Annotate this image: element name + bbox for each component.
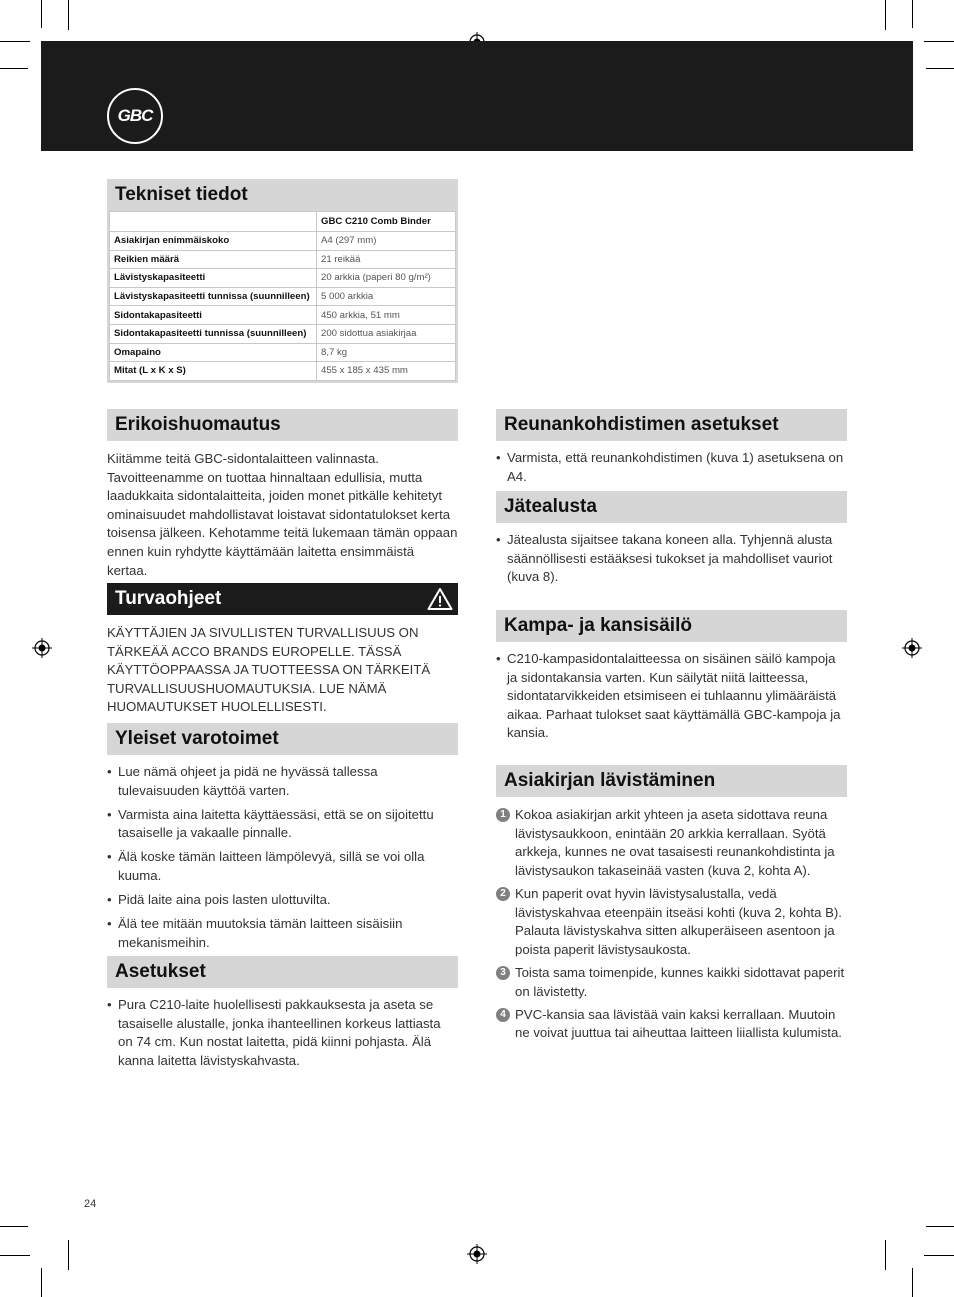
list-item: • Älä koske tämän laitteen lämpölevyä, sillä se voi olla kuuma. [107, 848, 458, 885]
crop-mark [924, 1255, 954, 1256]
list-item: • Jätealusta sijaitsee takana koneen alla. Tyhjennä alusta säännöllisesti estääksesi tukokset ja mahdolliset vauriot (kuva 8). [496, 531, 847, 587]
step-number-badge: 2 [496, 887, 510, 901]
crop-mark [0, 68, 28, 69]
specs-section [107, 179, 458, 383]
kampa-list [496, 650, 847, 743]
yleiset-list [107, 763, 458, 952]
reunankohdistin-title: Reunankohdistimen asetukset [496, 409, 847, 441]
asetukset-section [107, 956, 458, 1076]
specs-column-header: GBC C210 Comb Binder [317, 212, 456, 232]
reunankohdistin-list [496, 449, 847, 486]
crop-mark [41, 1268, 42, 1297]
spec-value: 8,7 kg [317, 343, 456, 362]
spec-value: 20 arkkia (paperi 80 g/m²) [317, 269, 456, 288]
spec-label: Asiakirjan enimmäiskoko [110, 232, 317, 251]
crop-mark [68, 0, 69, 30]
spec-value: 455 x 185 x 435 mm [317, 362, 456, 381]
header-band [41, 41, 913, 151]
step-text: Toista sama toimenpide, kunnes kaikki sidottavat paperit on lävistetty. [515, 964, 845, 999]
step-text: Kun paperit ovat hyvin lävistysalustalla, vedä lävistyskahvaa eteenpäin itseäsi kohti (kuva 2, kohta B). Palauta lävistyskahva sitten alkuperäiseen asentoon ja poista paperit lävistysaukosta. [515, 885, 842, 957]
table-row [110, 232, 456, 251]
step-number-badge: 1 [496, 808, 510, 822]
lavistaminen-steps [496, 806, 847, 1043]
specs-table [109, 211, 456, 381]
page-number: 24 [84, 1198, 97, 1210]
jatealusta-list [496, 531, 847, 587]
spec-label: Mitat (L x K x S) [110, 362, 317, 381]
turvaohjeet-text: KÄYTTÄJIEN JA SIVULLISTEN TURVALLISUUS ON TÄRKEÄÄ ACCO BRANDS EUROPELLE. TÄSSÄ KÄYTTÖOPPAASSA JA TUOTTEESSA ON TÄRKEITÄ TURVALLISUUSHUOMAUTUKSIA. LUE NÄMÄ HUOMAUTUKSET HUOLELLISESTI. [107, 625, 431, 715]
warning-icon [427, 587, 453, 611]
jatealusta-section [496, 491, 847, 592]
table-row [110, 306, 456, 325]
asetukset-list [107, 996, 458, 1070]
step-text: PVC-kansia saa lävistää vain kaksi kerrallaan. Muutoin ne voivat juuttua tai aiheuttaa laitteen liiallista kulumista. [515, 1006, 842, 1041]
table-row [110, 324, 456, 343]
crop-mark [926, 1226, 954, 1227]
erikoishuomautus-title: Erikoishuomautus [107, 409, 458, 441]
table-row [110, 287, 456, 306]
crop-mark [0, 1226, 28, 1227]
list-item: • Lue nämä ohjeet ja pidä ne hyvässä tallessa tulevaisuuden käyttöä varten. [107, 763, 458, 800]
spec-value: 200 sidottua asiakirjaa [317, 324, 456, 343]
spec-label: Sidontakapasiteetti tunnissa (suunnilleen) [110, 324, 317, 343]
kampa-section [496, 610, 847, 748]
asetukset-title: Asetukset [107, 956, 458, 988]
table-row [110, 343, 456, 362]
spec-value: 5 000 arkkia [317, 287, 456, 306]
turvaohjeet-header [107, 583, 458, 615]
lavistaminen-title: Asiakirjan lävistäminen [496, 765, 847, 797]
list-item [496, 806, 847, 880]
list-item: • Älä tee mitään muutoksia tämän laitteen sisäisiin mekanismeihin. [107, 915, 458, 952]
specs-table-wrap [107, 211, 458, 383]
list-item: • Pura C210-laite huolellisesti pakkauksesta ja aseta se tasaiselle alustalle, jonka ihanteellinen korkeus lattiasta on 74 cm. Kun nostat laitetta, pidä kiinni pohjasta. Älä kanna laitetta lävistyskahvasta. [107, 996, 458, 1070]
kampa-title: Kampa- ja kansisäilö [496, 610, 847, 642]
spec-value: 21 reikää [317, 250, 456, 269]
spec-label: Omapaino [110, 343, 317, 362]
reunankohdistin-section [496, 409, 847, 492]
crop-mark [912, 0, 913, 28]
jatealusta-title: Jätealusta [496, 491, 847, 523]
crop-mark [885, 0, 886, 30]
list-item: • Pidä laite aina pois lasten ulottuvilta. [107, 891, 458, 910]
yleiset-title: Yleiset varotoimet [107, 723, 458, 755]
spec-value: A4 (297 mm) [317, 232, 456, 251]
spec-label: Reikien määrä [110, 250, 317, 269]
turvaohjeet-section [107, 583, 458, 717]
erikoishuomautus-section [107, 409, 458, 580]
crop-mark [924, 41, 954, 42]
specs-header-empty [110, 212, 317, 232]
list-item: • C210-kampasidontalaitteessa on sisäinen säilö kampoja ja sidontakansia varten. Kun säilytät niitä laitteessa, sidontatarvikkeiden etsimiseen ei tuhlaannu ylimääräistä aikaa. Parhaat tulokset saat käyttämällä GBC-kampoja ja kansia. [496, 650, 847, 743]
gbc-logo [107, 88, 163, 144]
crop-mark [885, 1240, 886, 1270]
list-item: • Varmista, että reunankohdistimen (kuva 1) asetuksena on A4. [496, 449, 847, 486]
table-row [110, 250, 456, 269]
logo-text: GBC [117, 106, 153, 125]
step-number-badge: 3 [496, 966, 510, 980]
list-item [496, 964, 847, 1001]
crop-mark [41, 0, 42, 28]
spec-value: 450 arkkia, 51 mm [317, 306, 456, 325]
crop-mark [0, 41, 30, 42]
table-row [110, 362, 456, 381]
crop-mark [68, 1240, 69, 1270]
registration-mark-icon [32, 638, 52, 658]
spec-label: Lävistyskapasiteetti tunnissa (suunnilleen) [110, 287, 317, 306]
crop-mark [0, 1255, 30, 1256]
specs-header-row [110, 212, 456, 232]
erikoishuomautus-text: Kiitämme teitä GBC-sidontalaitteen valinnasta. Tavoitteenamme on tuottaa hinnaltaan edullisia, mutta laadukkaita sidontalaitteita, joiden monet pitkälle kehitetyt ominaisuudet mahdollistavat loistavat sidontatulokset kerta toisensa jälkeen. Kehotamme teitä lukemaan tämän oppaan ennen kuin ryhdytte käyttämään laitetta ensimmäistä kertaa. [107, 451, 458, 578]
spec-label: Lävistyskapasiteetti [110, 269, 317, 288]
list-item [496, 885, 847, 959]
step-text: Kokoa asiakirjan arkit yhteen ja aseta sidottava reuna lävistysaukkoon, enintään 20 arkkia kerrallaan. Syötä arkkeja, kunnes ne ovat tasaisesti reunankohdistinta ja lävistysaukon takaseinää vasten (kuva 2, kohta A). [515, 807, 835, 878]
lavistaminen-section [496, 765, 847, 1048]
registration-mark-icon [902, 638, 922, 658]
yleiset-section [107, 723, 458, 958]
table-row [110, 269, 456, 288]
step-number-badge: 4 [496, 1008, 510, 1022]
spec-label: Sidontakapasiteetti [110, 306, 317, 325]
list-item [496, 1006, 847, 1043]
specs-title: Tekniset tiedot [107, 179, 458, 211]
crop-mark [926, 68, 954, 69]
crop-mark [912, 1268, 913, 1297]
registration-mark-icon [467, 1244, 487, 1264]
list-item: • Varmista aina laitetta käyttäessäsi, että se on sijoitettu tasaiselle ja vakaalle pinnalle. [107, 806, 458, 843]
turvaohjeet-title: Turvaohjeet [115, 588, 222, 609]
